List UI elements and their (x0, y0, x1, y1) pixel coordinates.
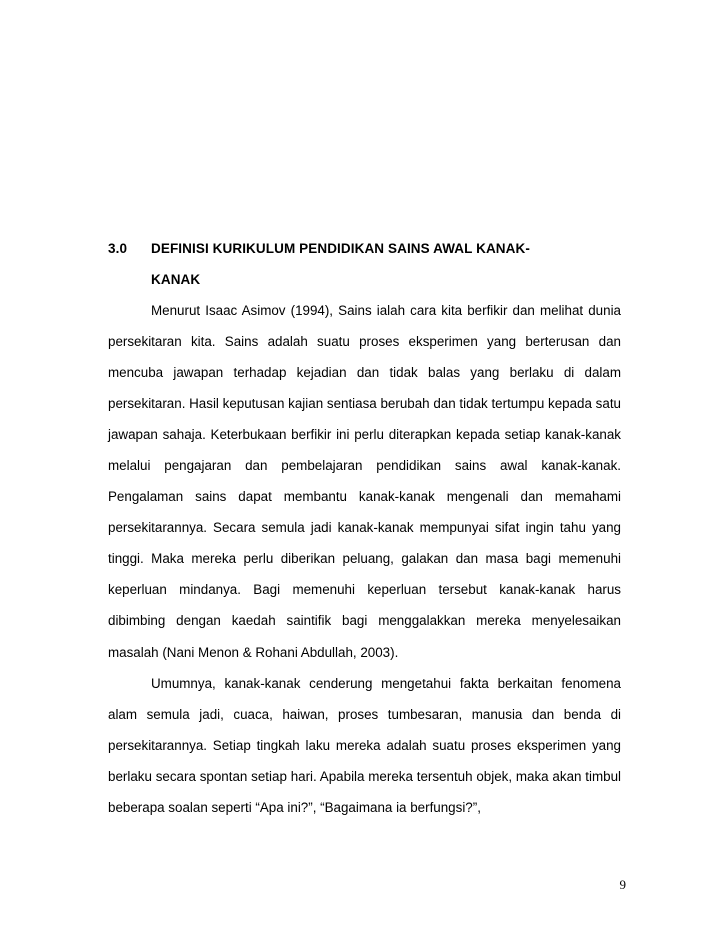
paragraph-1: Menurut Isaac Asimov (1994), Sains ialah cara kita berfikir dan melihat dunia persekitaran kita. Sains adalah suatu proses eksperimen yang berterusan dan mencuba jawapan terhadap kejadian dan tidak balas yang berlaku di dalam persekitaran. Hasil keputusan kajian sentiasa berubah dan tidak tertumpu kepada satu jawapan sahaja. Keterbukaan berfikir ini perlu diterapkan kepada setiap kanak-kanak melalui pengajaran dan pembelajaran pendidikan sains awal kanak-kanak. Pengalaman sains dapat membantu kanak-kanak mengenali dan memahami persekitarannya. Secara semula jadi kanak-kanak mempunyai sifat ingin tahu yang tinggi. Maka mereka perlu diberikan peluang, galakan dan masa bagi memenuhi keperluan mindanya. Bagi memenuhi keperluan tersebut kanak-kanak harus dibimbing dengan kaedah saintifik bagi menggalakkan mereka menyelesaikan masalah (Nani Menon & Rohani Abdullah, 2003). (108, 303, 621, 660)
section-number: 3.0 (108, 241, 128, 256)
paragraph-2: Umumnya, kanak-kanak cenderung mengetahui fakta berkaitan fenomena alam semula jadi, cuaca, haiwan, proses tumbesaran, manusia dan benda di persekitarannya. Setiap tingkah laku mereka adalah suatu proses eksperimen yang berlaku secara spontan setiap hari. Apabila mereka tersentuh objek, maka akan timbul beberapa soalan seperti “Apa ini?”, “Bagaimana ia berfungsi?”, (108, 675, 621, 815)
section-title-line-2: KANAK (151, 272, 201, 287)
section-title (151, 233, 621, 295)
section-title-line-1: DEFINISI KURIKULUM PENDIDIKAN SAINS AWAL KANAK- (151, 241, 530, 256)
body-text (108, 295, 621, 823)
page-number: 9 (619, 877, 626, 892)
